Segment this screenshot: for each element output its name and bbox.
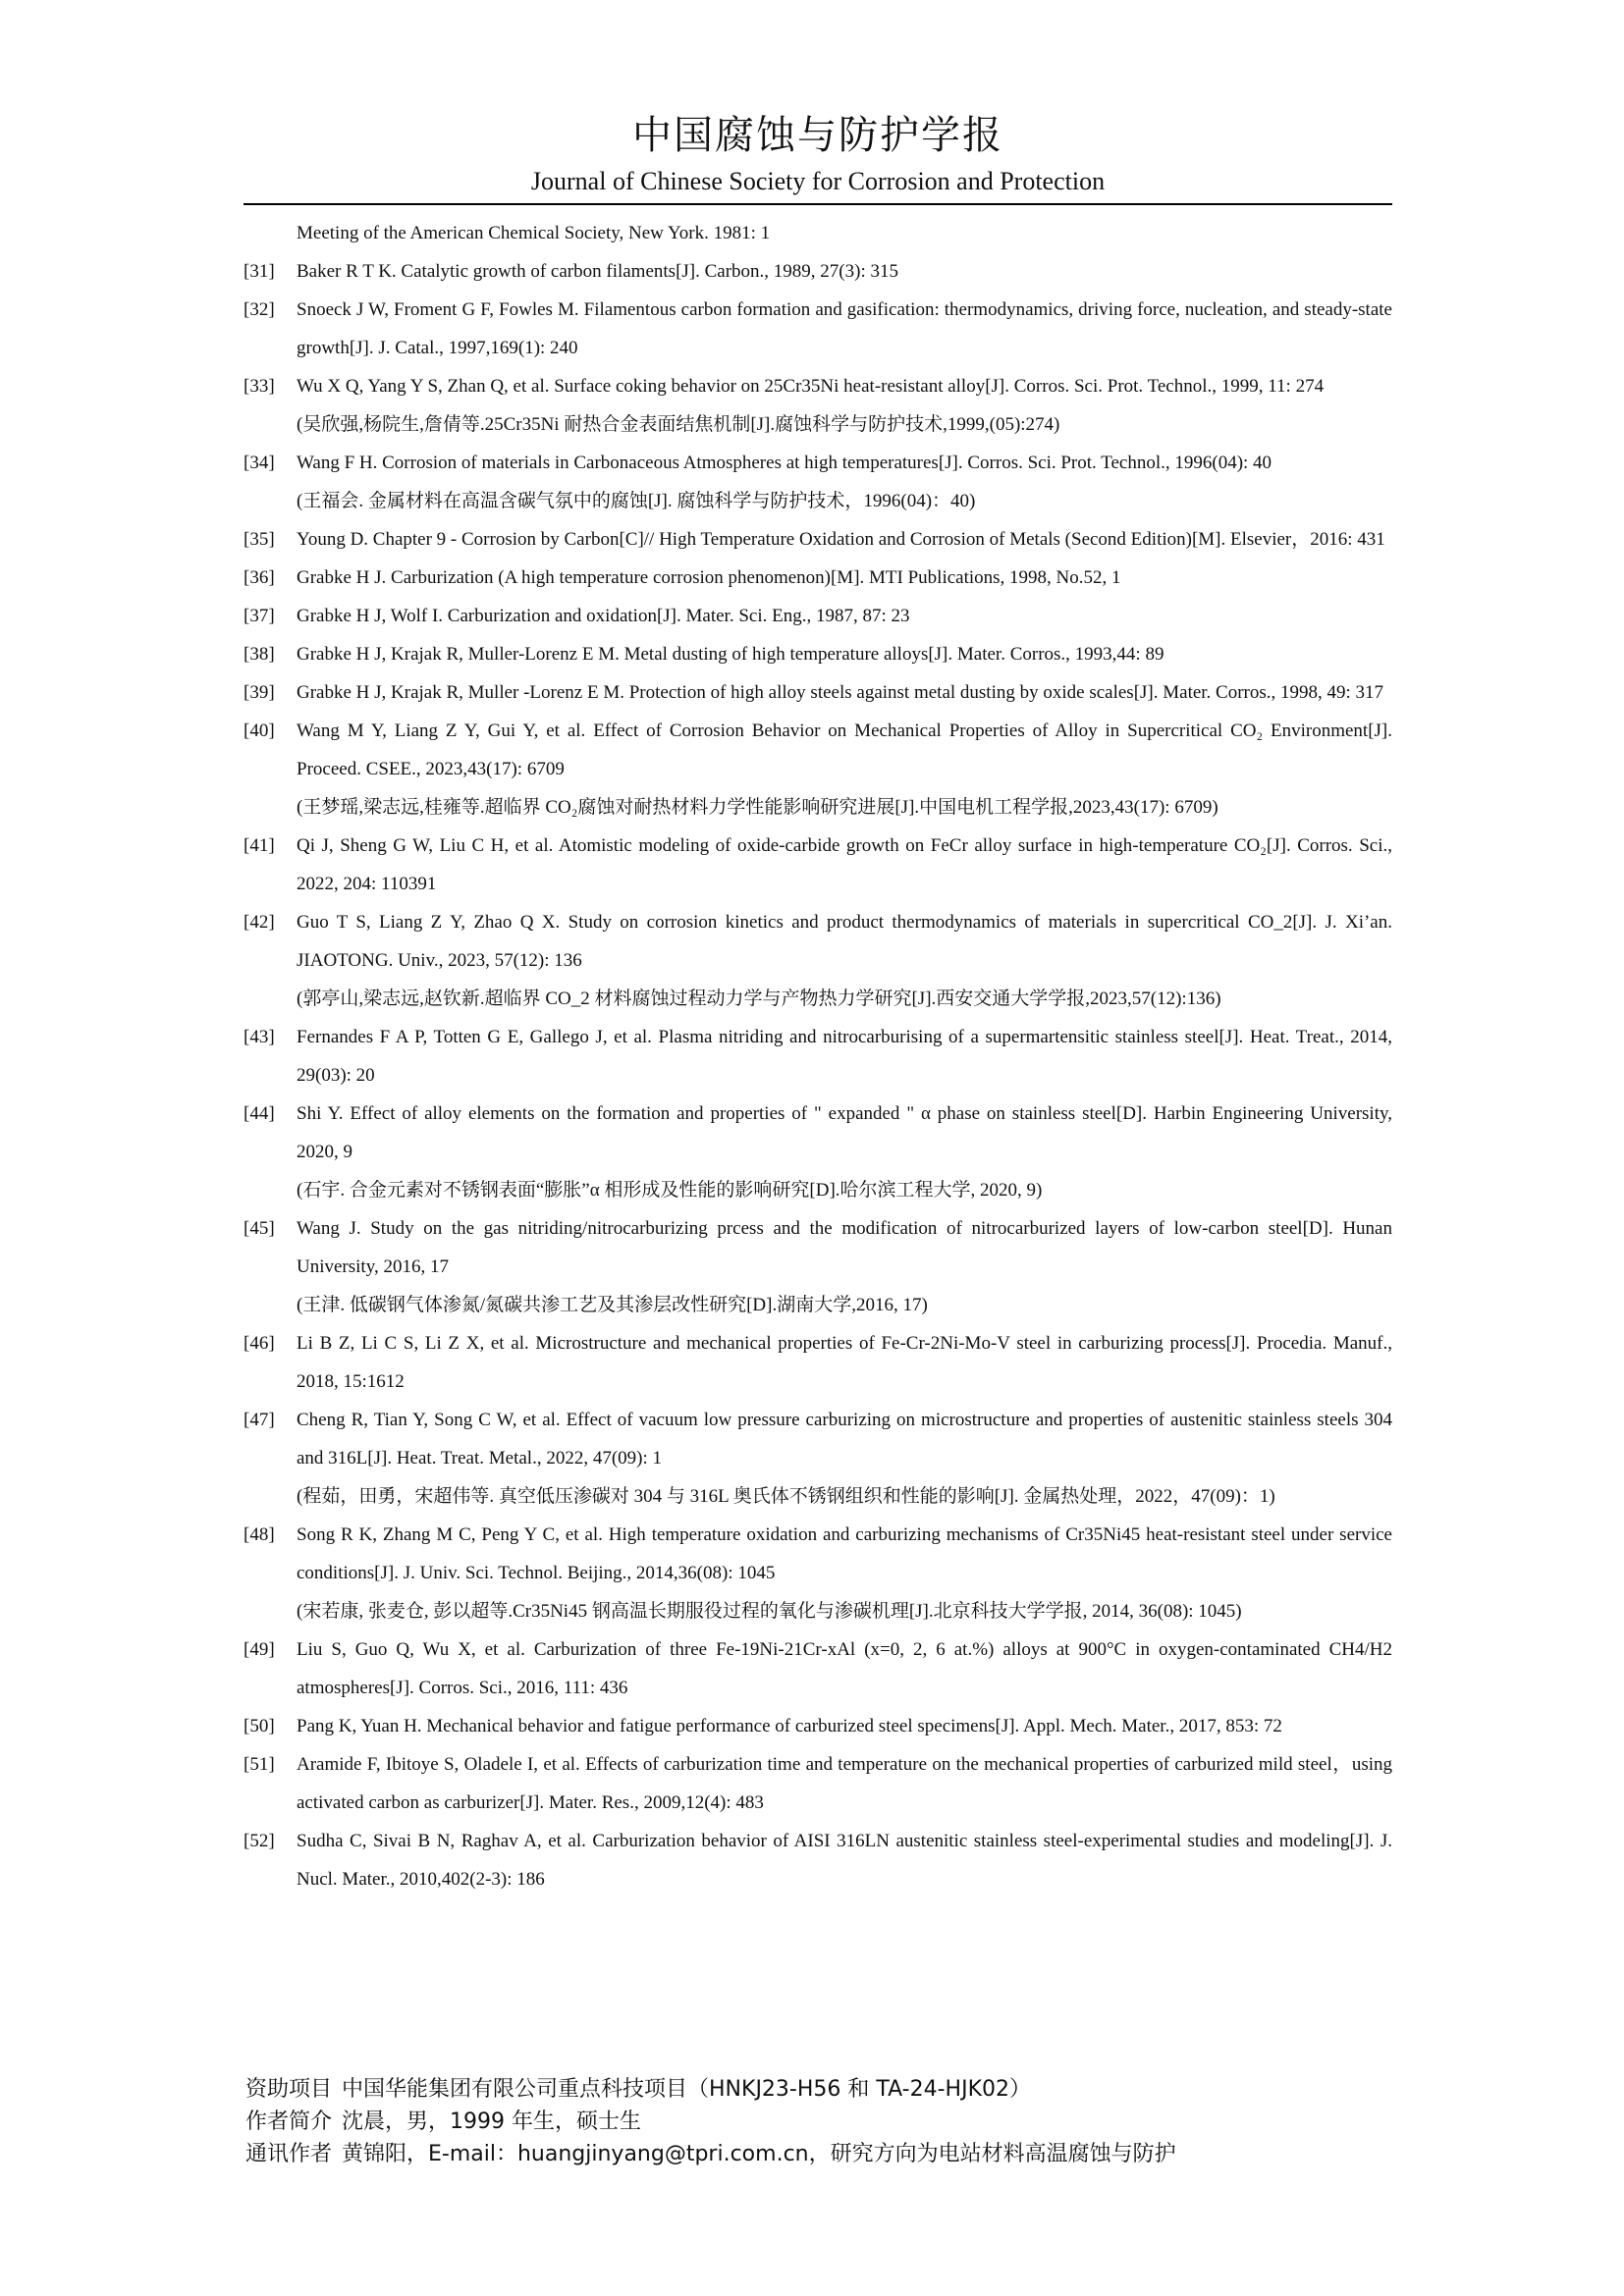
reference-item (244, 367, 1392, 444)
footnotes (245, 2073, 1394, 2170)
reference-number: [44] (244, 1103, 275, 1124)
reference-item (244, 903, 1392, 1018)
reference-number: [47] (244, 1410, 275, 1430)
reference-item (244, 1707, 1392, 1745)
reference-number: [43] (244, 1027, 275, 1047)
reference-item (244, 1324, 1392, 1401)
reference-number: [50] (244, 1716, 275, 1736)
reference-item (244, 597, 1392, 635)
reference-item (244, 252, 1392, 291)
reference-text: Young D. Chapter 9 - Corrosion by Carbon[C]// High Temperature Oxidation and Corrosion of Metals (Second Edition)[M]. Elsevier，2016: 431 (297, 529, 1385, 550)
reference-number: [36] (244, 567, 275, 588)
reference-text: Aramide F, Ibitoye S, Oladele I, et al. Effects of carburization time and temperature on the mechanical properties of carburized mild steel，using activated carbon as carburizer[J]. Mater. Res., 2009,12(4): 483 (297, 1754, 1392, 1813)
reference-item (244, 1095, 1392, 1209)
reference-text: Liu S, Guo Q, Wu X, et al. Carburization of three Fe-19Ni-21Cr-xAl (x=0, 2, 6 at.%) alloys at 900°C in oxygen-contaminated CH4/H2 atmospheres[J]. Corros. Sci., 2016, 111: 436 (297, 1639, 1392, 1698)
author-text: 沈晨，男，1999 年生，硕士生 (342, 2109, 641, 2134)
reference-number: [38] (244, 644, 275, 665)
reference-number: [51] (244, 1754, 275, 1775)
journal-title-en: Journal of Chinese Society for Corrosion and Protection (530, 167, 1106, 195)
reference-item (244, 214, 1392, 252)
funding-text: 中国华能集团有限公司重点科技项目（HNKJ23-H56 和 TA-24-HJK02） (342, 2077, 1032, 2102)
reference-number: [37] (244, 606, 275, 626)
reference-translation: (宋若康, 张麦仓, 彭以超等.Cr35Ni45 钢高温长期服役过程的氧化与渗碳机理[J].北京科技大学学报, 2014, 36(08): 1045) (297, 1601, 1242, 1622)
reference-item (244, 1018, 1392, 1095)
reference-translation: (王津. 低碳钢气体渗氮/氮碳共渗工艺及其渗层改性研究[D].湖南大学,2016, 17) (297, 1295, 928, 1315)
reference-translation: (石宇. 合金元素对不锈钢表面“膨胀”α 相形成及性能的影响研究[D].哈尔滨工程大学, 2020, 9) (297, 1180, 1043, 1201)
reference-text: Song R K, Zhang M C, Peng Y C, et al. High temperature oxidation and carburizing mechanisms of Cr35Ni45 heat-resistant steel under service conditions[J]. J. Univ. Sci. Technol. Beijing., 2014,36(08): 1045 (297, 1524, 1392, 1583)
author-note (245, 2106, 1394, 2138)
reference-number: [52] (244, 1831, 275, 1851)
reference-text: Cheng R, Tian Y, Song C W, et al. Effect of vacuum low pressure carburizing on microstructure and properties of austenitic stainless steels 304 and 316L[J]. Heat. Treat. Metal., 2022, 47(09): 1 (297, 1410, 1392, 1468)
reference-translation: (王梦瑶,梁志远,桂雍等.超临界 CO₂腐蚀对耐热材料力学性能影响研究进展[J].中国电机工程学报,2023,43(17): 6709) (297, 797, 1218, 818)
reference-text: Guo T S, Liang Z Y, Zhao Q X. Study on corrosion kinetics and product thermodynamics of materials in supercritical CO_2[J]. J. Xi’an. JIAOTONG. Univ., 2023, 57(12): 136 (297, 912, 1392, 971)
reference-text: Grabke H J. Carburization (A high temperature corrosion phenomenon)[M]. MTI Publications, 1998, No.52, 1 (297, 567, 1121, 588)
reference-item (244, 1401, 1392, 1516)
corresponding-label: 通讯作者 (245, 2142, 333, 2166)
reference-item (244, 673, 1392, 712)
funding-label: 资助项目 (245, 2077, 333, 2102)
reference-text: Pang K, Yuan H. Mechanical behavior and fatigue performance of carburized steel specimens[J]. Appl. Mech. Mater., 2017, 853: 72 (297, 1716, 1282, 1736)
reference-text: Grabke H J, Wolf I. Carburization and oxidation[J]. Mater. Sci. Eng., 1987, 87: 23 (297, 606, 910, 626)
reference-text: Qi J, Sheng G W, Liu C H, et al. Atomistic modeling of oxide-carbide growth on FeCr alloy surface in high-temperature CO₂[J]. Corros. Sci., 2022, 204: 110391 (297, 835, 1392, 894)
reference-item (244, 520, 1392, 559)
reference-number: [49] (244, 1639, 275, 1660)
reference-text: Wu X Q, Yang Y S, Zhan Q, et al. Surface coking behavior on 25Cr35Ni heat-resistant alloy[J]. Corros. Sci. Prot. Technol., 1999, 11: 274 (297, 376, 1325, 397)
reference-text: Li B Z, Li C S, Li Z X, et al. Microstructure and mechanical properties of Fe-Cr-2Ni-Mo-V steel in carburizing process[J]. Procedia. Manuf., 2018, 15:1612 (297, 1333, 1392, 1392)
reference-item (244, 1745, 1392, 1822)
reference-number: [31] (244, 261, 275, 282)
reference-text: Grabke H J, Krajak R, Muller-Lorenz E M. Metal dusting of high temperature alloys[J]. Mater. Corros., 1993,44: 89 (297, 644, 1164, 665)
reference-item (244, 1630, 1392, 1707)
author-label: 作者简介 (245, 2109, 333, 2134)
reference-item (244, 827, 1392, 903)
funding-note (245, 2073, 1394, 2106)
reference-item (244, 635, 1392, 673)
reference-text: Snoeck J W, Froment G F, Fowles M. Filamentous carbon formation and gasification: thermodynamics, driving force, nucleation, and steady-state growth[J]. J. Catal., 1997,169(1): 240 (297, 299, 1392, 358)
reference-translation: (郭亭山,梁志远,赵钦新.超临界 CO_2 材料腐蚀过程动力学与产物热力学研究[J].西安交通大学学报,2023,57(12):136) (297, 988, 1221, 1009)
journal-title-cn: 中国腐蚀与防护学报 (632, 113, 1003, 157)
reference-text: Wang M Y, Liang Z Y, Gui Y, et al. Effect of Corrosion Behavior on Mechanical Properties of Alloy in Supercritical CO₂ Environment[J]. Proceed. CSEE., 2023,43(17): 6709 (297, 721, 1392, 779)
reference-item (244, 559, 1392, 597)
reference-number: [48] (244, 1524, 275, 1545)
reference-number: [41] (244, 835, 275, 856)
reference-number: [33] (244, 376, 275, 397)
reference-item (244, 1822, 1392, 1898)
header-divider (244, 203, 1392, 205)
reference-number: [32] (244, 299, 275, 320)
reference-item (244, 291, 1392, 367)
reference-number: [42] (244, 912, 275, 933)
reference-translation: (程茹，田勇，宋超伟等. 真空低压渗碳对 304 与 316L 奥氏体不锈钢组织和性能的影响[J]. 金属热处理，2022，47(09)：1) (297, 1486, 1275, 1507)
reference-item (244, 1209, 1392, 1324)
corresponding-author-note (245, 2138, 1394, 2170)
reference-text: Wang F H. Corrosion of materials in Carbonaceous Atmospheres at high temperatures[J]. Corros. Sci. Prot. Technol., 1996(04): 40 (297, 453, 1272, 473)
reference-list (244, 214, 1392, 1898)
reference-text: Wang J. Study on the gas nitriding/nitrocarburizing prcess and the modification of nitrocarburized layers of low-carbon steel[D]. Hunan University, 2016, 17 (297, 1218, 1392, 1277)
reference-number: [46] (244, 1333, 275, 1354)
journal-header (244, 110, 1392, 198)
reference-text: Shi Y. Effect of alloy elements on the formation and properties of " expanded " α phase on stainless steel[D]. Harbin Engineering University, 2020, 9 (297, 1103, 1392, 1162)
reference-number: [39] (244, 682, 275, 703)
reference-text: Fernandes F A P, Totten G E, Gallego J, et al. Plasma nitriding and nitrocarburising of a supermartensitic stainless steel[J]. Heat. Treat., 2014, 29(03): 20 (297, 1027, 1392, 1086)
reference-item (244, 1516, 1392, 1630)
reference-item (244, 712, 1392, 827)
corresponding-text: 黄锦阳，E-mail：huangjinyang@tpri.com.cn，研究方向为电站材料高温腐蚀与防护 (342, 2142, 1176, 2166)
reference-number: [40] (244, 721, 275, 741)
reference-text: Baker R T K. Catalytic growth of carbon filaments[J]. Carbon., 1989, 27(3): 315 (297, 261, 898, 282)
reference-number: [35] (244, 529, 275, 550)
reference-number: [34] (244, 453, 275, 473)
reference-text: Meeting of the American Chemical Society, New York. 1981: 1 (297, 223, 771, 243)
reference-item (244, 444, 1392, 520)
reference-text: Grabke H J, Krajak R, Muller -Lorenz E M. Protection of high alloy steels against metal dusting by oxide scales[J]. Mater. Corros., 1998, 49: 317 (297, 682, 1384, 703)
reference-text: Sudha C, Sivai B N, Raghav A, et al. Carburization behavior of AISI 316LN austenitic stainless steel-experimental studies and modeling[J]. J. Nucl. Mater., 2010,402(2-3): 186 (297, 1831, 1392, 1890)
reference-translation: (王福会. 金属材料在高温含碳气氛中的腐蚀[J]. 腐蚀科学与防护技术，1996(04)：40) (297, 491, 976, 511)
reference-number: [45] (244, 1218, 275, 1239)
reference-translation: (吴欣强,杨院生,詹倩等.25Cr35Ni 耐热合金表面结焦机制[J].腐蚀科学与防护技术,1999,(05):274) (297, 414, 1060, 435)
